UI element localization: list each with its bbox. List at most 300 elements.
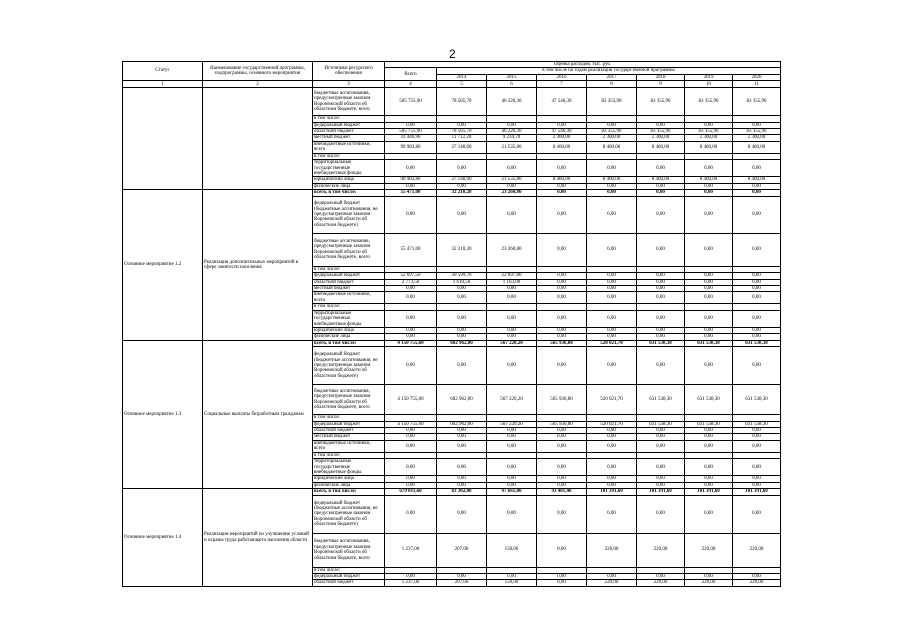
year-value-cell: 0,00: [587, 183, 637, 189]
column-number: 10: [685, 81, 733, 88]
year-value-cell: 0,00: [637, 574, 685, 580]
year-value-cell: 0,00: [437, 285, 487, 291]
year-value-cell: 0,00: [437, 434, 487, 440]
column-number: 8: [587, 81, 637, 88]
year-value-cell: 0,00: [587, 327, 637, 333]
year-value-cell: 8 460,00: [685, 177, 733, 183]
year-value-cell: 0,00: [487, 310, 537, 327]
year-value-cell: 0,00: [587, 427, 637, 433]
source-cell: федеральный бюджет: [313, 421, 385, 427]
total-cell: 32 446,90: [385, 135, 437, 141]
source-cell: бюджетные ассигнования, предусмотренные законом Воронежской области об областном бюджете, всего: [313, 385, 385, 415]
total-cell: 1 237,00: [385, 533, 437, 567]
header-total: Всего: [385, 68, 437, 81]
source-cell: областной бюджет: [313, 427, 385, 433]
total-cell: 0,00: [385, 160, 437, 177]
year-value-cell: 150,00: [487, 580, 537, 586]
total-cell: 55 471,00: [385, 190, 437, 196]
year-value-cell: 220,00: [733, 580, 781, 586]
year-value-cell: 0,00: [685, 292, 733, 304]
year-value-cell: 0,00: [685, 233, 733, 266]
source-cell: физические лица: [313, 482, 385, 488]
header-status: Статус: [123, 62, 203, 81]
column-number: 4: [385, 81, 437, 88]
name-cell: Реализация дополнительных мероприятий в сфере занятости населения: [203, 190, 313, 340]
year-value-cell: 0,00: [537, 273, 587, 279]
year-value-cell: 2 300,00: [733, 135, 781, 141]
year-value-cell: 0,00: [537, 434, 587, 440]
source-cell: федеральный бюджет (бюджетные ассигнования, не предусмотренные законом Воронежской области об областном бюджете): [313, 495, 385, 533]
total-cell: 679 811,60: [385, 489, 437, 495]
year-value-cell: 0,00: [437, 310, 487, 327]
year-value-cell: 0,00: [537, 190, 587, 196]
year-value-cell: 520 021,70: [587, 385, 637, 415]
total-cell: 0,00: [385, 347, 437, 385]
year-value-cell: 83 355,90: [685, 129, 733, 135]
year-value-cell: 0,00: [487, 434, 537, 440]
year-value-cell: 0,00: [733, 310, 781, 327]
year-value-cell: 0,00: [733, 327, 781, 333]
year-value-cell: 0,00: [733, 434, 781, 440]
year-value-cell: 83 355,90: [587, 129, 637, 135]
year-value-cell: 0,00: [637, 310, 685, 327]
source-cell: территориальные государственные внебюджетные фонды: [313, 310, 385, 327]
year-value-cell: 8 460,00: [587, 141, 637, 153]
total-cell: 0,00: [385, 434, 437, 440]
header-year: 2015: [487, 74, 537, 80]
page-number: 2: [449, 47, 456, 61]
year-value-cell: 0,00: [587, 233, 637, 266]
year-value-cell: 32 210,20: [437, 190, 487, 196]
status-cell: Основное мероприятие 1.2: [123, 190, 203, 340]
year-value-cell: 83 355,90: [637, 88, 685, 116]
year-value-cell: 0,00: [537, 580, 587, 586]
total-cell: 0,00: [385, 334, 437, 340]
year-value-cell: 0,00: [685, 190, 733, 196]
year-value-cell: 0,00: [487, 476, 537, 482]
header-name: Наименование государственной программы, подпрограммы, основного мероприятия: [203, 62, 313, 81]
year-value-cell: 0,00: [685, 459, 733, 476]
year-value-cell: 0,00: [587, 190, 637, 196]
year-value-cell: 567 220,20: [487, 340, 537, 346]
year-value-cell: 0,00: [733, 160, 781, 177]
year-value-cell: 0,00: [733, 285, 781, 291]
year-value-cell: 0,00: [437, 574, 487, 580]
year-value-cell: 0,00: [733, 190, 781, 196]
year-value-cell: 0,00: [587, 574, 637, 580]
year-value-cell: 0,00: [637, 327, 685, 333]
year-value-cell: 0,00: [637, 190, 685, 196]
total-cell: 0,00: [385, 482, 437, 488]
status-cell: Основное мероприятие 1.3: [123, 340, 203, 488]
year-value-cell: 207,00: [437, 533, 487, 567]
year-value-cell: 0,00: [587, 495, 637, 533]
column-number: 6: [487, 81, 537, 88]
year-value-cell: 0,00: [637, 459, 685, 476]
year-value-cell: 0,00: [437, 160, 487, 177]
source-cell: в том числе:: [313, 452, 385, 458]
year-value-cell: 23 260,80: [487, 233, 537, 266]
year-value-cell: 520 021,70: [587, 340, 637, 346]
header-estimate: Оценка расходов, тыс. руб.: [385, 62, 781, 68]
year-value-cell: 0,00: [733, 440, 781, 452]
year-value-cell: 8 460,00: [685, 141, 733, 153]
year-value-cell: 97 661,80: [487, 489, 537, 495]
year-value-cell: 0,00: [733, 334, 781, 340]
name-cell: Реализация мероприятий по улучшению условий и охраны труда работающего населения области: [203, 489, 313, 587]
year-value-cell: 0,00: [637, 292, 685, 304]
year-value-cell: 0,00: [685, 122, 733, 128]
year-value-cell: 9 234,70: [487, 135, 537, 141]
year-value-cell: 0,00: [587, 334, 637, 340]
year-value-cell: 631 538,30: [733, 421, 781, 427]
year-value-cell: 220,00: [685, 580, 733, 586]
year-value-cell: 0,00: [733, 427, 781, 433]
total-cell: 505 755,90: [385, 129, 437, 135]
year-value-cell: 27 148,00: [437, 141, 487, 153]
year-value-cell: 0,00: [733, 459, 781, 476]
year-value-cell: 0,00: [637, 122, 685, 128]
year-value-cell: 2 300,00: [537, 135, 587, 141]
source-cell: в том числе:: [313, 266, 385, 272]
source-cell: бюджетные ассигнования, предусмотренные законом Воронежской области об областном бюджете, всего: [313, 88, 385, 116]
year-value-cell: 0,00: [685, 495, 733, 533]
total-cell: 4 150 755,60: [385, 340, 437, 346]
source-cell: внебюджетные источники, всего: [313, 440, 385, 452]
year-value-cell: 0,00: [487, 440, 537, 452]
year-value-cell: 0,00: [537, 233, 587, 266]
year-value-cell: 0,00: [437, 334, 487, 340]
header-year: 2017: [587, 74, 637, 80]
year-value-cell: 0,00: [437, 196, 487, 233]
source-cell: бюджетные ассигнования, предусмотренные законом Воронежской области об областном бюджете, всего: [313, 233, 385, 266]
total-cell: 0,00: [385, 285, 437, 291]
year-value-cell: 0,00: [637, 440, 685, 452]
year-value-cell: 0,00: [537, 196, 587, 233]
year-value-cell: 220,00: [685, 533, 733, 567]
year-value-cell: 83 355,90: [733, 88, 781, 116]
year-value-cell: 0,00: [587, 122, 637, 128]
year-value-cell: 631 538,30: [685, 421, 733, 427]
year-value-cell: 0,00: [685, 434, 733, 440]
source-cell: юридические лица: [313, 476, 385, 482]
year-value-cell: 0,00: [487, 183, 537, 189]
source-cell: бюджетные ассигнования, предусмотренные законом Воронежской области об областном бюджете, всего: [313, 533, 385, 567]
source-cell: юридические лица: [313, 327, 385, 333]
year-value-cell: 0,00: [587, 310, 637, 327]
year-value-cell: 0,00: [587, 273, 637, 279]
year-value-cell: 2 300,00: [587, 135, 637, 141]
year-value-cell: 0,00: [733, 347, 781, 385]
year-value-cell: 11 712,20: [437, 135, 487, 141]
source-cell: в том числе:: [313, 116, 385, 122]
year-value-cell: 0,00: [685, 279, 733, 285]
year-value-cell: 0,00: [537, 476, 587, 482]
year-value-cell: 220,00: [733, 533, 781, 567]
year-value-cell: 83 355,90: [733, 129, 781, 135]
year-value-cell: 0,00: [487, 574, 537, 580]
source-cell: физические лица: [313, 334, 385, 340]
year-value-cell: 27 148,00: [437, 177, 487, 183]
total-cell: 2 773,50: [385, 279, 437, 285]
year-value-cell: 631 538,30: [685, 340, 733, 346]
total-cell: 0,00: [385, 327, 437, 333]
source-cell: федеральный бюджет (бюджетные ассигнования, не предусмотренные законом Воронежской области об областном бюджете): [313, 347, 385, 385]
year-value-cell: 0,00: [487, 327, 537, 333]
source-cell: физические лица: [313, 183, 385, 189]
source-cell: территориальные государственные внебюджетные фонды: [313, 160, 385, 177]
year-value-cell: 0,00: [537, 482, 587, 488]
year-value-cell: 0,00: [487, 160, 537, 177]
year-value-cell: 0,00: [437, 440, 487, 452]
year-value-cell: 0,00: [587, 196, 637, 233]
year-value-cell: 30 599,70: [437, 273, 487, 279]
year-value-cell: 0,00: [437, 459, 487, 476]
year-value-cell: 207,00: [437, 580, 487, 586]
year-value-cell: 32 210,20: [437, 233, 487, 266]
year-value-cell: 8 460,00: [587, 177, 637, 183]
year-value-cell: 0,00: [437, 327, 487, 333]
year-value-cell: 0,00: [537, 334, 587, 340]
year-value-cell: 0,00: [733, 196, 781, 233]
year-value-cell: 220,00: [637, 580, 685, 586]
year-value-cell: 8 460,00: [537, 141, 587, 153]
header-year: 2018: [637, 74, 685, 80]
column-number: 1: [123, 81, 203, 88]
year-value-cell: 23 260,80: [487, 190, 537, 196]
year-value-cell: 0,00: [733, 495, 781, 533]
year-value-cell: 0,00: [537, 183, 587, 189]
total-cell: 0,00: [385, 495, 437, 533]
year-value-cell: 0,00: [587, 292, 637, 304]
status-cell: Основное мероприятие 1.4: [123, 489, 203, 587]
year-value-cell: 0,00: [487, 495, 537, 533]
total-cell: 55 471,00: [385, 233, 437, 266]
year-value-cell: 0,00: [733, 273, 781, 279]
year-value-cell: 0,00: [537, 440, 587, 452]
year-value-cell: 565 936,80: [537, 385, 587, 415]
year-value-cell: 83 355,90: [685, 88, 733, 116]
year-value-cell: 567 220,20: [487, 421, 537, 427]
year-value-cell: 0,00: [437, 476, 487, 482]
year-value-cell: 0,00: [685, 196, 733, 233]
year-value-cell: 0,00: [733, 292, 781, 304]
year-value-cell: 0,00: [437, 122, 487, 128]
year-value-cell: 22 097,80: [487, 273, 537, 279]
column-number: 11: [733, 81, 781, 88]
year-value-cell: 0,00: [437, 183, 487, 189]
year-value-cell: 0,00: [537, 327, 587, 333]
year-value-cell: 0,00: [537, 347, 587, 385]
total-cell: 0,00: [385, 459, 437, 476]
source-cell: областной бюджет: [313, 129, 385, 135]
year-value-cell: 631 538,30: [637, 421, 685, 427]
year-value-cell: 0,00: [733, 482, 781, 488]
year-value-cell: 8 460,00: [733, 141, 781, 153]
year-value-cell: 0,00: [587, 347, 637, 385]
year-value-cell: 0,00: [637, 334, 685, 340]
year-value-cell: 101 391,60: [587, 489, 637, 495]
year-value-cell: 0,00: [537, 279, 587, 285]
source-cell: территориальные государственные внебюджетные фонды: [313, 459, 385, 476]
year-value-cell: 0,00: [637, 273, 685, 279]
year-value-cell: 0,00: [637, 183, 685, 189]
year-value-cell: 47 546,30: [537, 129, 587, 135]
column-number: 7: [537, 81, 587, 88]
year-value-cell: 0,00: [587, 285, 637, 291]
source-cell: местный бюджет: [313, 135, 385, 141]
header-year: 2020: [733, 74, 781, 80]
year-value-cell: 602 962,00: [437, 421, 487, 427]
year-value-cell: 631 538,30: [733, 385, 781, 415]
year-value-cell: 0,00: [637, 495, 685, 533]
year-value-cell: 0,00: [537, 310, 587, 327]
source-cell: в том числе:: [313, 415, 385, 421]
year-value-cell: 8 460,00: [637, 141, 685, 153]
year-value-cell: 46 220,30: [487, 129, 537, 135]
year-value-cell: 0,00: [487, 427, 537, 433]
source-cell: всего, в том числе:: [313, 340, 385, 346]
year-value-cell: 8 460,00: [537, 177, 587, 183]
column-number: 2: [203, 81, 313, 88]
year-value-cell: 0,00: [537, 292, 587, 304]
year-value-cell: 0,00: [537, 533, 587, 567]
year-value-cell: 0,00: [537, 427, 587, 433]
year-value-cell: 0,00: [637, 434, 685, 440]
year-value-cell: 8 460,00: [733, 177, 781, 183]
year-value-cell: 1 163,00: [487, 279, 537, 285]
total-cell: 0,00: [385, 574, 437, 580]
year-value-cell: 520 021,70: [587, 421, 637, 427]
year-value-cell: 0,00: [733, 122, 781, 128]
total-cell: 0,00: [385, 310, 437, 327]
year-value-cell: 0,00: [637, 279, 685, 285]
header-year: 2019: [685, 74, 733, 80]
total-cell: 0,00: [385, 440, 437, 452]
year-value-cell: 631 538,30: [637, 385, 685, 415]
year-value-cell: 0,00: [437, 495, 487, 533]
year-value-cell: 0,00: [685, 574, 733, 580]
year-value-cell: 0,00: [587, 440, 637, 452]
name-cell: Социальные выплаты безработным гражданам: [203, 340, 313, 488]
year-value-cell: 0,00: [437, 292, 487, 304]
source-cell: внебюджетные источники, всего: [313, 292, 385, 304]
year-value-cell: 93 481,40: [537, 489, 587, 495]
year-value-cell: 0,00: [637, 285, 685, 291]
year-value-cell: 47 546,30: [537, 88, 587, 116]
year-value-cell: 1 610,50: [437, 279, 487, 285]
year-value-cell: 0,00: [587, 459, 637, 476]
year-value-cell: 602 962,00: [437, 340, 487, 346]
total-cell: 52 697,50: [385, 273, 437, 279]
year-value-cell: 0,00: [537, 122, 587, 128]
year-value-cell: 0,00: [587, 476, 637, 482]
year-value-cell: 0,00: [437, 427, 487, 433]
year-value-cell: 220,00: [637, 533, 685, 567]
year-value-cell: 0,00: [487, 196, 537, 233]
year-value-cell: 101 391,60: [733, 489, 781, 495]
source-cell: всего, в том числе:: [313, 190, 385, 196]
status-cell: [123, 88, 203, 190]
year-value-cell: 83 355,90: [587, 88, 637, 116]
source-cell: в том числе:: [313, 153, 385, 159]
year-value-cell: 220,00: [587, 533, 637, 567]
year-value-cell: 150,00: [487, 533, 537, 567]
total-cell: 90 983,80: [385, 141, 437, 153]
source-cell: местный бюджет: [313, 285, 385, 291]
year-value-cell: 21 535,80: [487, 141, 537, 153]
year-value-cell: 101 391,60: [637, 489, 685, 495]
year-value-cell: 0,00: [537, 285, 587, 291]
total-cell: 0,00: [385, 427, 437, 433]
year-value-cell: 83 302,00: [437, 489, 487, 495]
year-value-cell: 0,00: [487, 285, 537, 291]
source-cell: внебюджетные источники, всего: [313, 141, 385, 153]
year-value-cell: 0,00: [685, 183, 733, 189]
year-value-cell: 0,00: [685, 347, 733, 385]
source-cell: областной бюджет: [313, 580, 385, 586]
resource-table: [122, 61, 781, 587]
year-value-cell: 0,00: [733, 183, 781, 189]
year-value-cell: 78 565,70: [437, 88, 487, 116]
year-value-cell: 8 460,00: [637, 177, 685, 183]
year-value-cell: 0,00: [487, 122, 537, 128]
year-value-cell: 0,00: [637, 196, 685, 233]
year-value-cell: 0,00: [637, 347, 685, 385]
column-number: 5: [437, 81, 487, 88]
year-value-cell: 0,00: [437, 347, 487, 385]
year-value-cell: 0,00: [685, 440, 733, 452]
year-value-cell: 0,00: [487, 292, 537, 304]
year-value-cell: 0,00: [685, 310, 733, 327]
header-year: 2014: [437, 74, 487, 80]
total-cell: 4 150 755,60: [385, 421, 437, 427]
total-cell: 0,00: [385, 196, 437, 233]
year-value-cell: 78 565,70: [437, 129, 487, 135]
year-value-cell: 0,00: [685, 482, 733, 488]
total-cell: 0,00: [385, 292, 437, 304]
source-cell: местный бюджет: [313, 434, 385, 440]
year-value-cell: 0,00: [587, 482, 637, 488]
total-cell: 0,00: [385, 476, 437, 482]
year-value-cell: 2 300,00: [685, 135, 733, 141]
year-value-cell: 0,00: [685, 476, 733, 482]
year-value-cell: 0,00: [685, 327, 733, 333]
year-value-cell: 0,00: [637, 476, 685, 482]
total-cell: 0,00: [385, 183, 437, 189]
year-value-cell: 0,00: [487, 482, 537, 488]
source-cell: всего, в том числе:: [313, 489, 385, 495]
year-value-cell: 0,00: [685, 285, 733, 291]
source-cell: в том числе:: [313, 304, 385, 310]
source-cell: юридические лица: [313, 177, 385, 183]
year-value-cell: 0,00: [637, 233, 685, 266]
year-value-cell: 567 220,20: [487, 385, 537, 415]
total-cell: 505 755,90: [385, 88, 437, 116]
year-value-cell: 0,00: [637, 482, 685, 488]
year-value-cell: 0,00: [685, 160, 733, 177]
total-cell: 1 237,00: [385, 580, 437, 586]
header-by-years: в том числе по годам реализации государственной программы: [437, 68, 781, 74]
year-value-cell: 0,00: [537, 574, 587, 580]
source-cell: федеральный бюджет: [313, 273, 385, 279]
source-cell: федеральный бюджет (бюджетные ассигнования, не предусмотренные законом Воронежской области об областном бюджете): [313, 196, 385, 233]
source-cell: в том числе:: [313, 567, 385, 573]
year-value-cell: 602 962,00: [437, 385, 487, 415]
year-value-cell: 631 538,30: [685, 385, 733, 415]
source-cell: федеральный бюджет: [313, 122, 385, 128]
year-value-cell: 46 220,30: [487, 88, 537, 116]
